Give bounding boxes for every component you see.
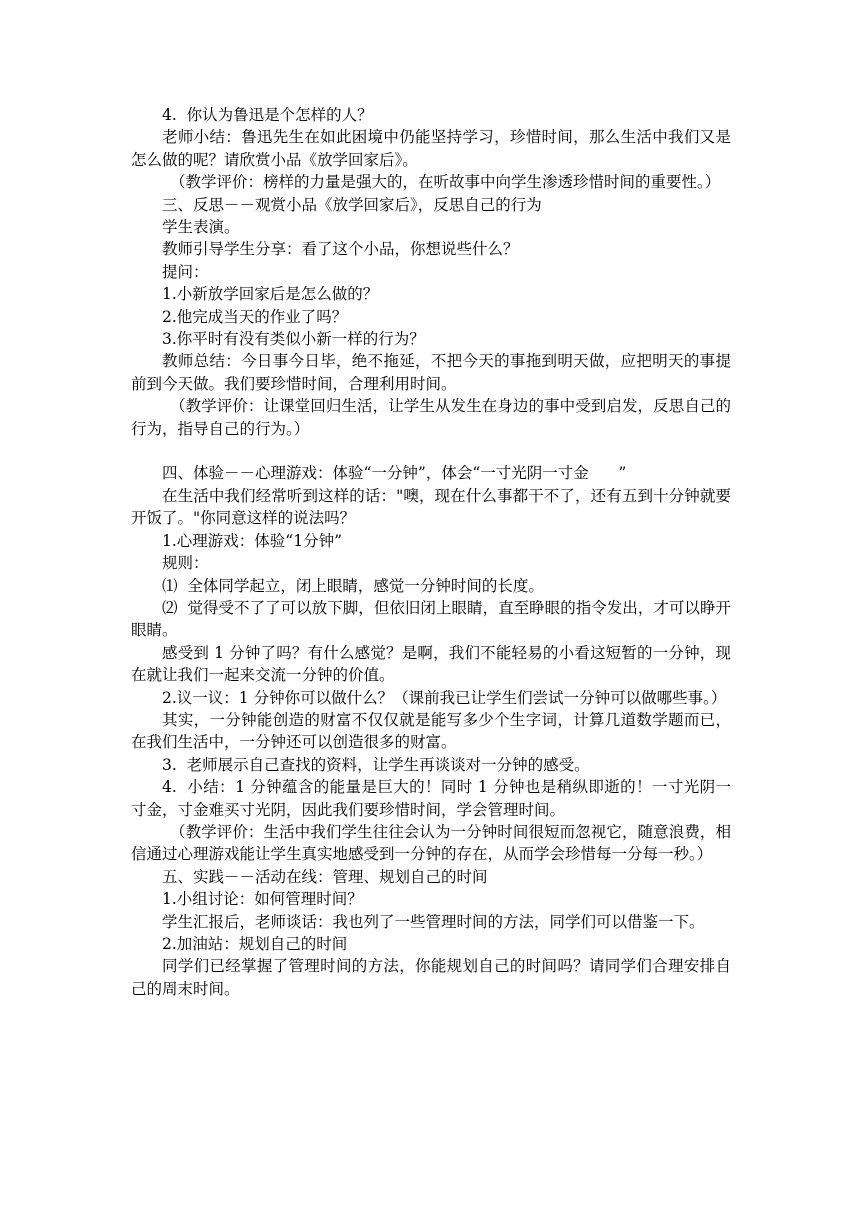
body-paragraph: 感受到 1 分钟了吗？有什么感觉？是啊，我们不能轻易的小看这短暂的一分钟，现在就让我们一起来交流一分钟的价值。 bbox=[131, 643, 731, 685]
body-paragraph: 在生活中我们经常听到这样的话："噢，现在什么事都干不了，还有五到十分钟就要开饭了。"你同意这样的说法吗？ bbox=[131, 486, 731, 528]
teacher-summary-paragraph: 教师总结：今日事今日毕，绝不拖延，不把今天的事拖到明天做，应把明天的事提前到今天做。我们要珍惜时间，合理利用时间。 bbox=[131, 352, 731, 393]
body-paragraph: 同学们已经掌握了管理时间的方法，你能规划自己的时间吗？请同学们合理安排自己的周末时间。 bbox=[131, 957, 731, 998]
body-paragraph: 规则： bbox=[162, 554, 209, 573]
list-item: 1.心理游戏：体验“1分钟” bbox=[162, 531, 342, 550]
list-item: 3. 老师展示自己查找的资料，让学生再谈谈对一分钟的感受。 bbox=[162, 755, 590, 774]
question-paragraph: 4. 你认为鲁迅是个怎样的人？ bbox=[162, 106, 373, 124]
body-paragraph: 学生表演。 bbox=[162, 218, 240, 237]
list-item: 1.小新放学回家后是怎么做的？ bbox=[162, 285, 379, 304]
body-paragraph: 提问： bbox=[162, 262, 209, 281]
list-item: 3.你平时有没有类似小新一样的行为？ bbox=[162, 330, 425, 349]
teaching-evaluation-paragraph: （教学评价：榜样的力量是强大的，在听故事中向学生渗透珍惜时间的重要性。） bbox=[170, 173, 721, 192]
list-item: 1.小组讨论：如何管理时间？ bbox=[162, 890, 363, 909]
body-paragraph: 其实，一分钟能创造的财富不仅仅就是能写多少个生字词，计算几道数学题而已，在我们生活中，一分钟还可以创造很多的财富。 bbox=[131, 710, 731, 752]
list-item: 4. 小结：1 分钟蕴含的能量是巨大的！同时 1 分钟也是稍纵即逝的！一寸光阴一寸金，寸金难买寸光阴，因此我们要珍惜时间，学会管理时间。 bbox=[131, 778, 731, 819]
section-heading: 四、体验－－心理游戏：体验“一分钟”，体会“一寸光阴一寸金 ” bbox=[162, 464, 627, 483]
body-paragraph: 教师引导学生分享：看了这个小品，你想说些什么？ bbox=[162, 240, 519, 259]
list-item: 2.他完成当天的作业了吗？ bbox=[162, 307, 348, 326]
document-body bbox=[131, 104, 731, 1000]
paragraph-spacer bbox=[131, 440, 731, 462]
list-item: ⑴ 全体同学起立，闭上眼睛，感觉一分钟时间的长度。 bbox=[162, 576, 544, 595]
body-paragraph: 学生汇报后，老师谈话：我也列了一些管理时间的方法，同学们可以借鉴一下。 bbox=[162, 912, 705, 931]
teaching-evaluation-paragraph: （教学评价：生活中我们学生往往会认为一分钟时间很短而忽视它，随意浪费，相信通过心理游戏能让学生真实地感受到一分钟的存在，从而学会珍惜每一分每一秒。） bbox=[131, 822, 731, 864]
section-heading: 五、实践－－活动在线：管理、规划自己的时间 bbox=[162, 867, 488, 886]
teacher-summary-paragraph: 老师小结：鲁迅先生在如此困境中仍能坚持学习，珍惜时间，那么生活中我们又是怎么做的呢？请欣赏小品《放学回家后》。 bbox=[131, 128, 731, 169]
section-heading: 三、反思－－观赏小品《放学回家后》，反思自己的行为 bbox=[162, 195, 542, 214]
list-item: ⑵ 觉得受不了了可以放下脚，但依旧闭上眼睛，直至睁眼的指令发出，才可以睁开眼睛。 bbox=[131, 598, 731, 640]
teaching-evaluation-paragraph: （教学评价：让课堂回归生活，让学生从发生在身边的事中受到启发，反思自己的行为，指导自己的行为。） bbox=[131, 397, 731, 438]
list-item: 2.加油站：规划自己的时间 bbox=[162, 935, 348, 954]
list-item: 2.议一议：1 分钟你可以做什么？（课前我已让学生们尝试一分钟可以做哪些事。） bbox=[162, 688, 727, 707]
